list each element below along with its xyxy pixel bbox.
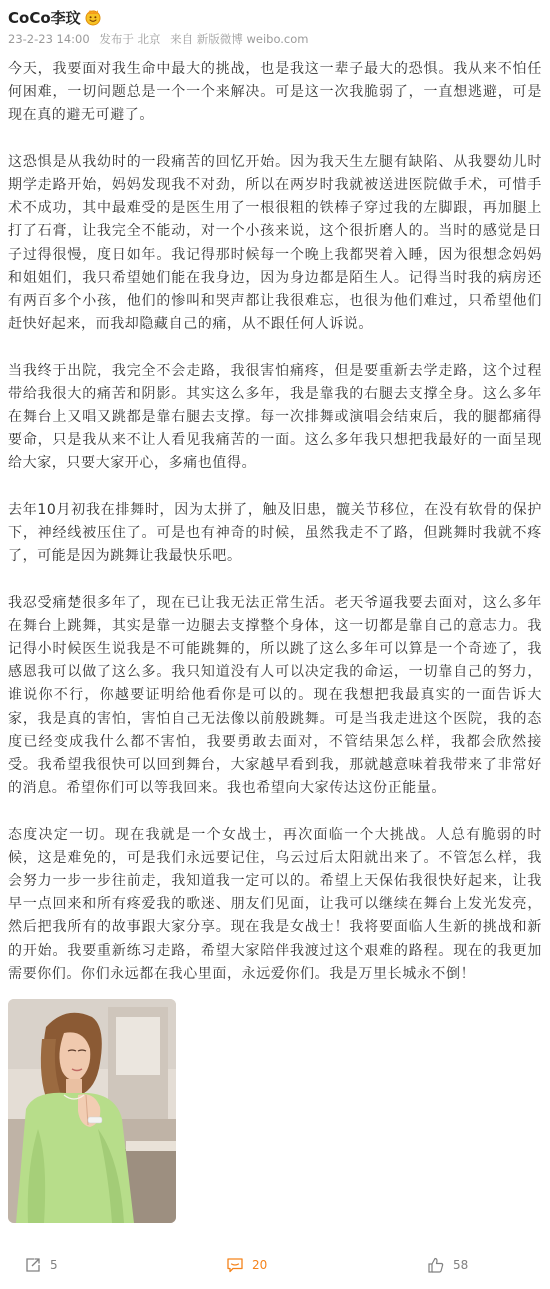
like-button[interactable] [427,1256,468,1274]
post-source[interactable]: 来自 新版微博 weibo.com [170,32,309,46]
post-photo[interactable] [8,999,176,1223]
post-location: 发布于 北京 [99,32,161,46]
post-action-bar [0,1250,550,1280]
like-count: 58 [453,1258,469,1272]
author-row [8,6,542,28]
post-header [8,6,542,58]
smiling-face-badge-icon [84,8,102,26]
post-paragraph: 今天，我要面对我生命中最大的挑战，也是我这一辈子最大的恐惧。我从来不怕任何困难，一切问题总是一个一个来解决。可是这一次我脆弱了，一直想逃避，可是现在真的避无可避了。 [8,61,542,124]
forward-share-icon [24,1256,42,1274]
comment-bubble-icon [226,1256,244,1274]
post-paragraph: 这恐惧是从我幼时的一段痛苦的回忆开始。因为我天生左腿有缺陷、从我婴幼儿时期学走路开始，妈妈发现我不对劲，所以在两岁时我就被送进医院做手术，可惜手术不成功，其中最难受的是医生用了一根很粗的铁棒子穿过我的左脚跟，再加腿上打了石膏，让我完全不能动，对一个小孩来说，这个很折磨人的。当时的感觉是日子过得很慢，度日如年。我记得那时候每一个晚上我都哭着入睡，因为很想念妈妈和姐姐们，我只希望她们能在我身边，因为身边都是陌生人。记得当时我的病房还有两百多个小孩，他们的惨叫和哭声都让我很难忘，也很为他们难过，只希望他们赶快好起来，而我却隐藏自己的痛，从不跟任何人诉说。 [8,153,542,333]
forward-count: 5 [50,1258,58,1272]
comment-count: 20 [252,1258,268,1272]
post-timestamp[interactable]: 23-2-23 14:00 [8,32,90,46]
author-name[interactable]: CoCo李玟 [8,8,81,27]
forward-button[interactable] [24,1256,58,1274]
post-paragraph: 我忍受痛楚很多年了，现在已让我无法正常生活。老天爷逼我要去面对，这么多年在舞台上跳舞，其实是靠一边腿去支撑整个身体，这一切都是靠自己的意志力。我记得小时候医生说我是不可能跳舞的，所以跳了这么多年可以算是一个奇迹了，我感恩我可以做了这么多。我只知道没有人可以决定我的命运，一切靠自己的努力，谁说你不行，你越要证明给他看你是可以的。现在我想把我最真实的一面告诉大家，我是真的害怕，害怕自己无法像以前般跳舞。可是当我走进这个医院，我的态度已经变成我什么都不害怕，我要勇敢去面对，不管结果怎么样，我都会欣然接受。我希望我很快可以回到舞台，大家越早看到我，那就越意味着我带来了非常好的消息。希望你们可以等我回来。我也希望向大家传达这份正能量。 [8,594,542,797]
post-meta [8,31,542,47]
post-paragraph: 当我终于出院，我完全不会走路，我很害怕痛疼，但是要重新去学走路，这个过程带给我很大的痛苦和阴影。其实这么多年，我是靠我的右腿去支撑全身。这么多年在舞台上又唱又跳都是靠右腿去支撑。每一次排舞或演唱会结束后，我的腿都痛得要命，只是我从来不让人看见我痛苦的一面。这么多年我只想把我最好的一面呈现给大家，只要大家开心，多痛也值得。 [8,362,542,472]
post-body [8,58,542,986]
post-paragraph: 去年10月初我在排舞时，因为太拼了，触及旧患，髋关节移位，在没有软骨的保护下，神经线被压住了。可是也有神奇的时候，虽然我走不了路，但跳舞时我就不疼了，可能是因为跳舞让我最快乐吧。 [8,501,542,565]
thumbs-up-icon [427,1256,445,1274]
post-paragraph: 态度决定一切。现在我就是一个女战士，再次面临一个大挑战。人总有脆弱的时候，这是难免的，可是我们永远要记住，乌云过后太阳就出来了。不管怎么样，我会努力一步一步往前走，我知道我一定可以的。希望上天保佑我很快好起来，让我早一点回来和所有疼爱我的歌迷、朋友们见面，让我可以继续在舞台上发光发亮，然后把我所有的故事跟大家分享。现在我是女战士！我将要面临人生新的挑战和新的开始。我要重新练习走路，希望大家陪伴我渡过这个艰难的路程。现在的我更加需要你们。你们永远都在我心里面，永远爱你们。我是万里长城永不倒！ [8,826,542,982]
comment-button[interactable] [226,1256,267,1274]
